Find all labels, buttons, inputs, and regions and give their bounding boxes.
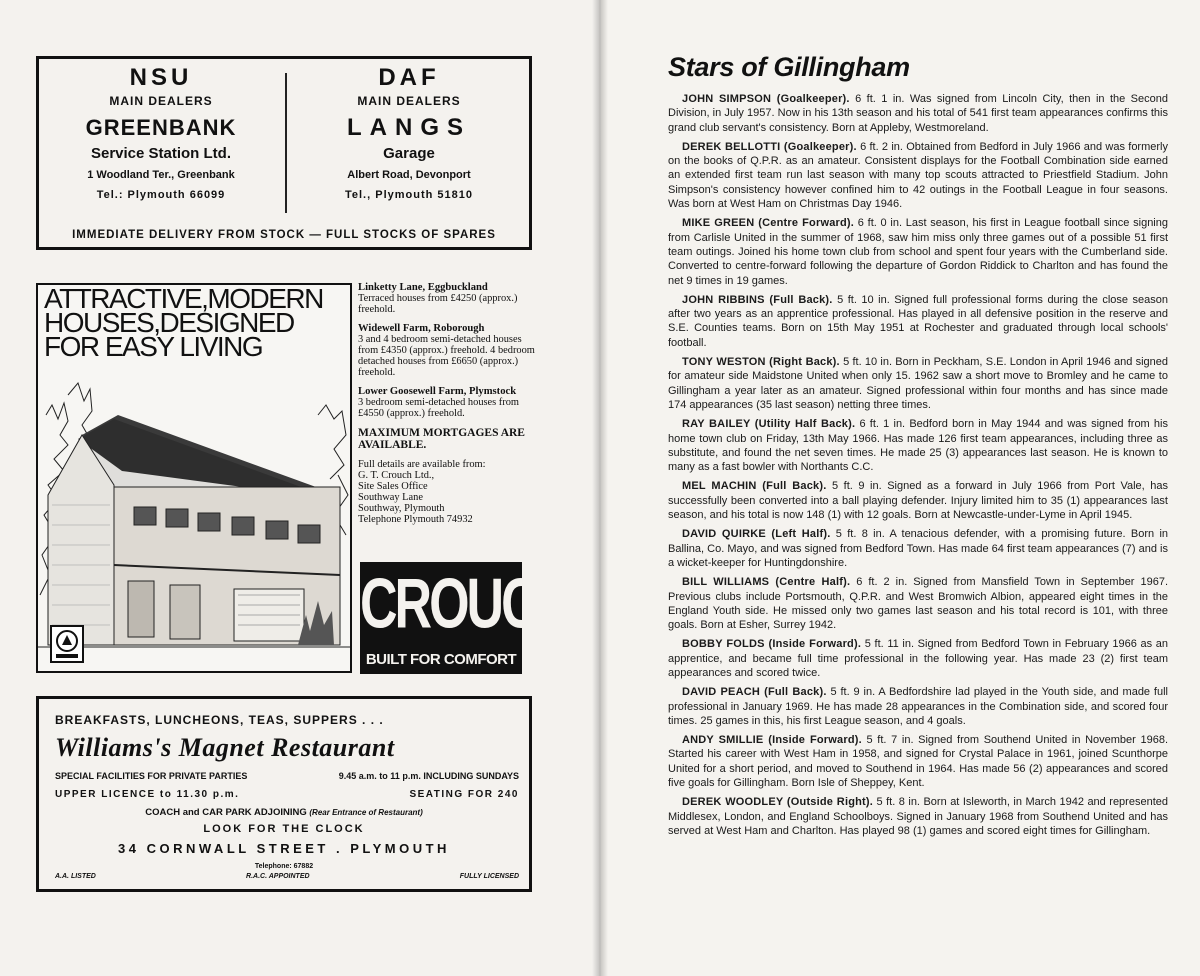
player-name: JOHN RIBBINS (Full Back). — [682, 293, 833, 306]
estate-3 — [358, 386, 544, 419]
player-name: JOHN SIMPSON (Goalkeeper). — [682, 93, 850, 105]
crouch-headline: ATTRACTIVE,MODERN HOUSES,DESIGNED FOR EASY LIVING — [44, 283, 323, 362]
player-profile — [668, 685, 1168, 728]
player-profile — [668, 527, 1168, 570]
crouch-house-illustration — [36, 283, 352, 673]
player-bio: 6 ft. 2 in. Obtained from Bedford in July 1966 and was formerly on the books of Q.P.R. as an amateur. Consistent displays for the Football Combination side earned an extended first team run last season with many top scouts attracted to Priestfield Stadium. John Simpson's consistency however confined him to 42 outings in the Football League in four seasons. Was born at West Ham on Christmas Day 1946. — [668, 140, 1168, 211]
estate-2-title: Widewell Farm, Roborough — [358, 323, 485, 334]
player-bio: 5 ft. 8 in. A tenacious defender, with a promising future. Born in Ballina, Co. Mayo, and was signed from Bedford Town. Has made 64 first team appearances (7) and is a wicket-keeper for Huntingdonshire. — [668, 528, 1169, 569]
player-name: DAVID PEACH (Full Back). — [682, 686, 827, 699]
daf-brand: DAF — [378, 64, 440, 91]
player-bio: 6 ft. 0 in. Last season, his first in League football since signing from Carlisle United in the summer of 1968, saw him miss only three games out of a possible 51 first team outings. Joined his home town club from school and spent four years with the Cumberland side. Converted to centre-forward following the departure of Gordon Riddick to Charlton and has found the net 9 times in 19 games. — [668, 217, 1168, 287]
restaurant-seating: SEATING FOR 240 — [409, 789, 519, 800]
nsu-brand: NSU — [129, 64, 193, 91]
restaurant-advert — [36, 696, 532, 892]
estate-2-text: 3 and 4 bedroom semi-detached houses from £4350 (approx.) freehold. 4 bedroom detached houses from £6650 (approx.) freehold. — [358, 334, 535, 378]
player-profile — [668, 637, 1168, 680]
restaurant-facilities-row — [55, 771, 519, 781]
langs-sub: Garage — [383, 145, 435, 162]
player-bio: 5 ft. 7 in. Signed from Southend United in November 1968. Started his career with West Ham in 1958, and signed for Crystal Palace in 1961, joined Scunthorpe United for a short period, and moved to Southend in 1964. Has made 56 (2) appearances and scored five goals for Gillingham. Born Isle of Sheppey, Kent. — [668, 734, 1169, 790]
player-profile — [668, 795, 1168, 838]
player-bio: 6 ft. 2 in. Signed from Mansfield Town in September 1967. Previous clubs include Portsmouth, Q.P.R. and West Bromwich Albion, appeared eight times in the England Youth side. He missed only two games last season and his total record is 101, with three goals. Born at Esher, Surrey 1942. — [668, 576, 1169, 632]
contact-line-2: G. T. Crouch Ltd., — [358, 470, 435, 481]
nsu-dealer — [39, 61, 283, 205]
greenbank-tel: Tel.: Plymouth 66099 — [96, 189, 226, 201]
restaurant-licence: UPPER LICENCE to 11.30 p.m. — [55, 789, 240, 800]
estate-2 — [358, 323, 544, 378]
contact-line-1: Full details are available from: — [358, 459, 486, 470]
contact-block — [358, 459, 544, 525]
crouch-details — [358, 282, 544, 525]
contact-line-5: Southway, Plymouth — [358, 503, 445, 514]
dealers-bottom-line: IMMEDIATE DELIVERY FROM STOCK — FULL STOCKS OF SPARES — [72, 229, 496, 241]
crouch-logo-word: CROUCH — [360, 565, 571, 644]
langs-address: Albert Road, Devonport — [347, 169, 471, 181]
player-name: DEREK BELLOTTI (Goalkeeper). — [682, 140, 857, 153]
player-name: BILL WILLIAMS (Centre Half). — [682, 576, 851, 589]
player-profile — [668, 92, 1168, 135]
player-bio: 5 ft. 9 in. A Bedfordshire lad played in the Youth side, and made full professional in January 1969. He has made 28 appearances in the Combination side, and scored four times. 25 games in this, his first League season, and 4 goals. — [668, 686, 1168, 727]
nsu-main-dealers: MAIN DEALERS — [109, 94, 213, 108]
restaurant-coach-note: (Rear Entrance of Restaurant) — [309, 808, 423, 817]
greenbank-sub: Service Station Ltd. — [90, 145, 232, 162]
restaurant-facilities: SPECIAL FACILITIES FOR PRIVATE PARTIES — [55, 771, 248, 781]
dealers-advert — [36, 56, 532, 250]
player-bio: 6 ft. 1 in. Was signed from Lincoln City, then in the Second Division, in July 1957. Now in his 13th season and his total of 541 first team appearances confirms this grand club servant's consistency. Born at Appleby, Westmoreland. — [668, 93, 1168, 134]
player-bio: 5 ft. 8 in. Born at Isleworth, in March 1942 and represented Middlesex, London, and England Schoolboys. Signed in January 1968 from Southend United and has served at West Ham and Charlton. Has played 98 (1) games and scored eight times for Gillingham. — [668, 796, 1168, 837]
player-bio: 5 ft. 10 in. Born in Peckham, S.E. London in April 1946 and signed for amateur side Maidstone United when only 15. 1962 saw a short move to Bromley and he came to Gillingham a year later as an amateur. Signed professional within four months and has since made 174 appearances (35 last season) netting three times. — [668, 356, 1169, 411]
estate-3-title: Lower Goosewell Farm, Plymstock — [358, 386, 517, 397]
player-name: TONY WESTON (Right Back). — [682, 356, 840, 369]
restaurant-coach-row — [39, 807, 529, 818]
restaurant-coach: COACH and CAR PARK ADJOINING — [145, 807, 307, 818]
restaurant-telephone: Telephone: 67882 — [254, 863, 314, 870]
restaurant-footer-row — [55, 873, 519, 880]
player-profile — [668, 575, 1168, 632]
estate-3-text: 3 bedroom semi-detached houses from £4550 (approx.) freehold. — [358, 397, 520, 419]
crouch-logo — [360, 562, 571, 674]
player-profile — [668, 140, 1168, 211]
contact-line-6: Telephone Plymouth 74932 — [358, 514, 473, 525]
player-profile — [668, 293, 1168, 350]
restaurant-meals: BREAKFASTS, LUNCHEONS, TEAS, SUPPERS . . . — [55, 713, 384, 727]
player-name: MEL MACHIN (Full Back). — [682, 480, 827, 493]
player-name: MIKE GREEN (Centre Forward). — [682, 217, 855, 230]
greenbank-address: 1 Woodland Ter., Greenbank — [87, 169, 235, 181]
player-profile — [668, 479, 1168, 522]
player-profile — [668, 733, 1168, 790]
player-profiles — [668, 92, 1168, 843]
restaurant-name: Williams's Magnet Restaurant — [55, 733, 395, 762]
restaurant-rac: R.A.C. APPOINTED — [246, 873, 310, 880]
player-name: ANDY SMILLIE (Inside Forward). — [682, 734, 862, 747]
contact-line-3: Site Sales Office — [358, 481, 428, 492]
page-title: Stars of Gillingham — [668, 52, 910, 82]
restaurant-clock: LOOK FOR THE CLOCK — [203, 823, 365, 835]
restaurant-hours: 9.45 a.m. to 11 p.m. INCLUDING SUNDAYS — [338, 771, 519, 781]
daf-main-dealers: MAIN DEALERS — [357, 94, 461, 108]
builder-logo-icon — [50, 625, 84, 663]
contact-line-4: Southway Lane — [358, 492, 423, 503]
player-profile — [668, 216, 1168, 287]
mortgage-note: MAXIMUM MORTGAGES ARE AVAILABLE. — [358, 427, 525, 451]
player-name: DEREK WOODLEY (Outside Right). — [682, 796, 874, 809]
restaurant-aa: A.A. LISTED — [55, 873, 96, 880]
restaurant-licensed: FULLY LICENSED — [459, 873, 519, 880]
greenbank-name: GREENBANK — [85, 115, 237, 140]
player-bio: 5 ft. 10 in. Signed full professional forms during the close season after two years as an apprentice professional. Has played in all defensive position in the reserve and S.E. Counties teams. Born on 15th May 1951 at Rochester and graduated through local schools' football. — [668, 293, 1168, 349]
estate-1 — [358, 282, 544, 315]
estate-1-text: Terraced houses from £4250 (approx.) freehold. — [358, 293, 518, 315]
player-name: DAVID QUIRKE (Left Half). — [682, 528, 831, 541]
player-profile — [668, 355, 1168, 412]
player-name: RAY BAILEY (Utility Half Back). — [682, 418, 856, 431]
restaurant-address: 34 CORNWALL STREET . PLYMOUTH — [118, 841, 450, 856]
player-profile — [668, 417, 1168, 474]
langs-tel: Tel., Plymouth 51810 — [344, 189, 473, 201]
estate-1-title: Linketty Lane, Eggbuckland — [358, 282, 488, 293]
player-bio: 5 ft. 11 in. Signed from Bedford Town in February 1966 as an apprentice, and became full time professional in the following year. Has made 23 (2) first team appearances and scored twice. — [668, 638, 1168, 679]
page-gutter — [592, 0, 608, 976]
langs-name: LANGS — [347, 114, 471, 141]
daf-dealer — [287, 61, 531, 205]
crouch-logo-tagline: BUILT FOR COMFORT — [365, 651, 517, 668]
player-name: BOBBY FOLDS (Inside Forward). — [682, 638, 862, 651]
restaurant-licence-row — [55, 789, 519, 800]
player-bio: 6 ft. 1 in. Bedford born in May 1944 and was signed from his home town club on Friday, 13th May 1966. Has made 126 first team appearances, including three as substitute, and found the net seven times. He made 25 (3) appearances last season. He is known to many as a fast bowler with Northants C.C. — [668, 418, 1168, 474]
house-drawing-icon — [38, 375, 352, 673]
player-bio: 5 ft. 9 in. Signed as a forward in July 1966 from Port Vale, has successfully been converted into a ball playing defender. Injury limited him to 35 (1) appearances last season, and his total is now 148 (1) with 12 goals. Born at Newcastle-under-Lyme in April 1945. — [668, 480, 1169, 522]
